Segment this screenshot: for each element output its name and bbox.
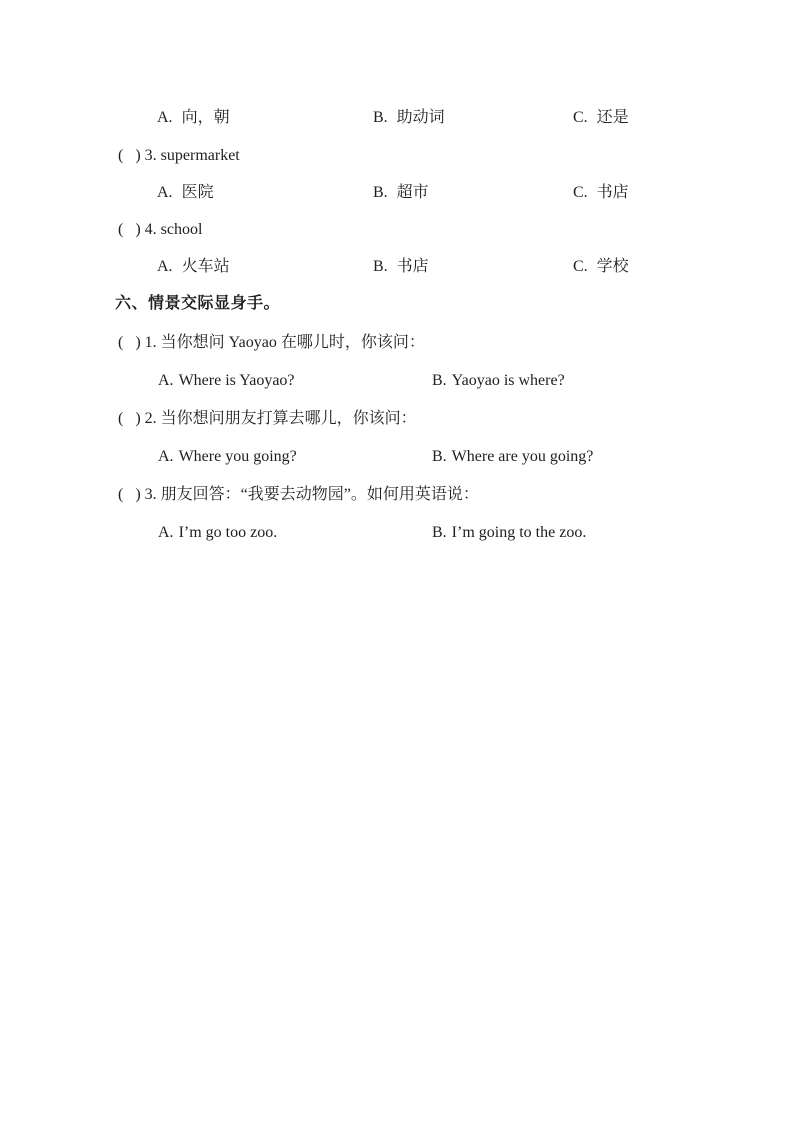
option-label: A. xyxy=(157,184,173,201)
option-label: A. xyxy=(158,524,174,541)
option-text: I’m going to the zoo. xyxy=(451,524,587,541)
option-text: Where is Yaoyao? xyxy=(178,372,295,389)
option-text: 医院 xyxy=(181,184,214,201)
option-label: A. xyxy=(157,258,173,275)
option-label: B. xyxy=(432,372,447,389)
vocab-q4-option-b xyxy=(373,257,429,277)
option-text: 学校 xyxy=(596,258,629,275)
vocab-q3-option-c xyxy=(573,183,629,203)
option-label: C. xyxy=(573,109,588,126)
option-text: Where are you going? xyxy=(451,448,594,465)
option-text: 书店 xyxy=(396,258,429,275)
vocab-q3-option-a xyxy=(157,183,214,203)
dialog-q2-option-b xyxy=(432,447,593,467)
dialog-q1-stem: ( ) 1. 当你想问 Yaoyao 在哪儿时，你该问： xyxy=(118,334,425,351)
option-text: Yaoyao is where? xyxy=(451,372,565,389)
dialog-q3-option-b xyxy=(432,523,586,543)
vocab-q2-option-c xyxy=(573,108,629,128)
option-text: 还是 xyxy=(596,109,629,126)
option-text: 超市 xyxy=(396,184,429,201)
option-text: 火车站 xyxy=(181,258,230,275)
option-label: B. xyxy=(373,184,388,201)
vocab-q2-option-b xyxy=(373,108,445,128)
dialog-q3-option-a xyxy=(158,523,277,543)
option-label: B. xyxy=(432,448,447,465)
dialog-q1-option-a xyxy=(158,371,295,391)
dialog-section-title: 六、情景交际显身手。 xyxy=(115,295,281,312)
option-text: Where you going? xyxy=(178,448,297,465)
vocab-q3-option-b xyxy=(373,183,429,203)
dialog-q1-option-b xyxy=(432,371,565,391)
vocab-q4-option-a xyxy=(157,257,230,277)
vocab-q4-stem: ( ) 4. school xyxy=(118,221,203,238)
option-label: A. xyxy=(157,109,173,126)
option-label: C. xyxy=(573,258,588,275)
vocab-q3-stem: ( ) 3. supermarket xyxy=(118,147,240,164)
dialog-q2-stem: ( ) 2. 当你想问朋友打算去哪儿，你该问： xyxy=(118,410,417,427)
option-label: A. xyxy=(158,372,174,389)
option-text: I’m go too zoo. xyxy=(178,524,278,541)
option-label: B. xyxy=(373,109,388,126)
option-text: 书店 xyxy=(596,184,629,201)
dialog-q3-stem: ( ) 3. 朋友回答：“我要去动物园”。如何用英语说： xyxy=(118,486,479,503)
option-label: A. xyxy=(158,448,174,465)
vocab-q4-option-c xyxy=(573,257,629,277)
option-label: C. xyxy=(573,184,588,201)
dialog-q2-option-a xyxy=(158,447,297,467)
option-label: B. xyxy=(432,524,447,541)
option-label: B. xyxy=(373,258,388,275)
option-text: 向，朝 xyxy=(181,109,230,126)
option-text: 助动词 xyxy=(396,109,445,126)
vocab-q2-option-a xyxy=(157,108,230,128)
